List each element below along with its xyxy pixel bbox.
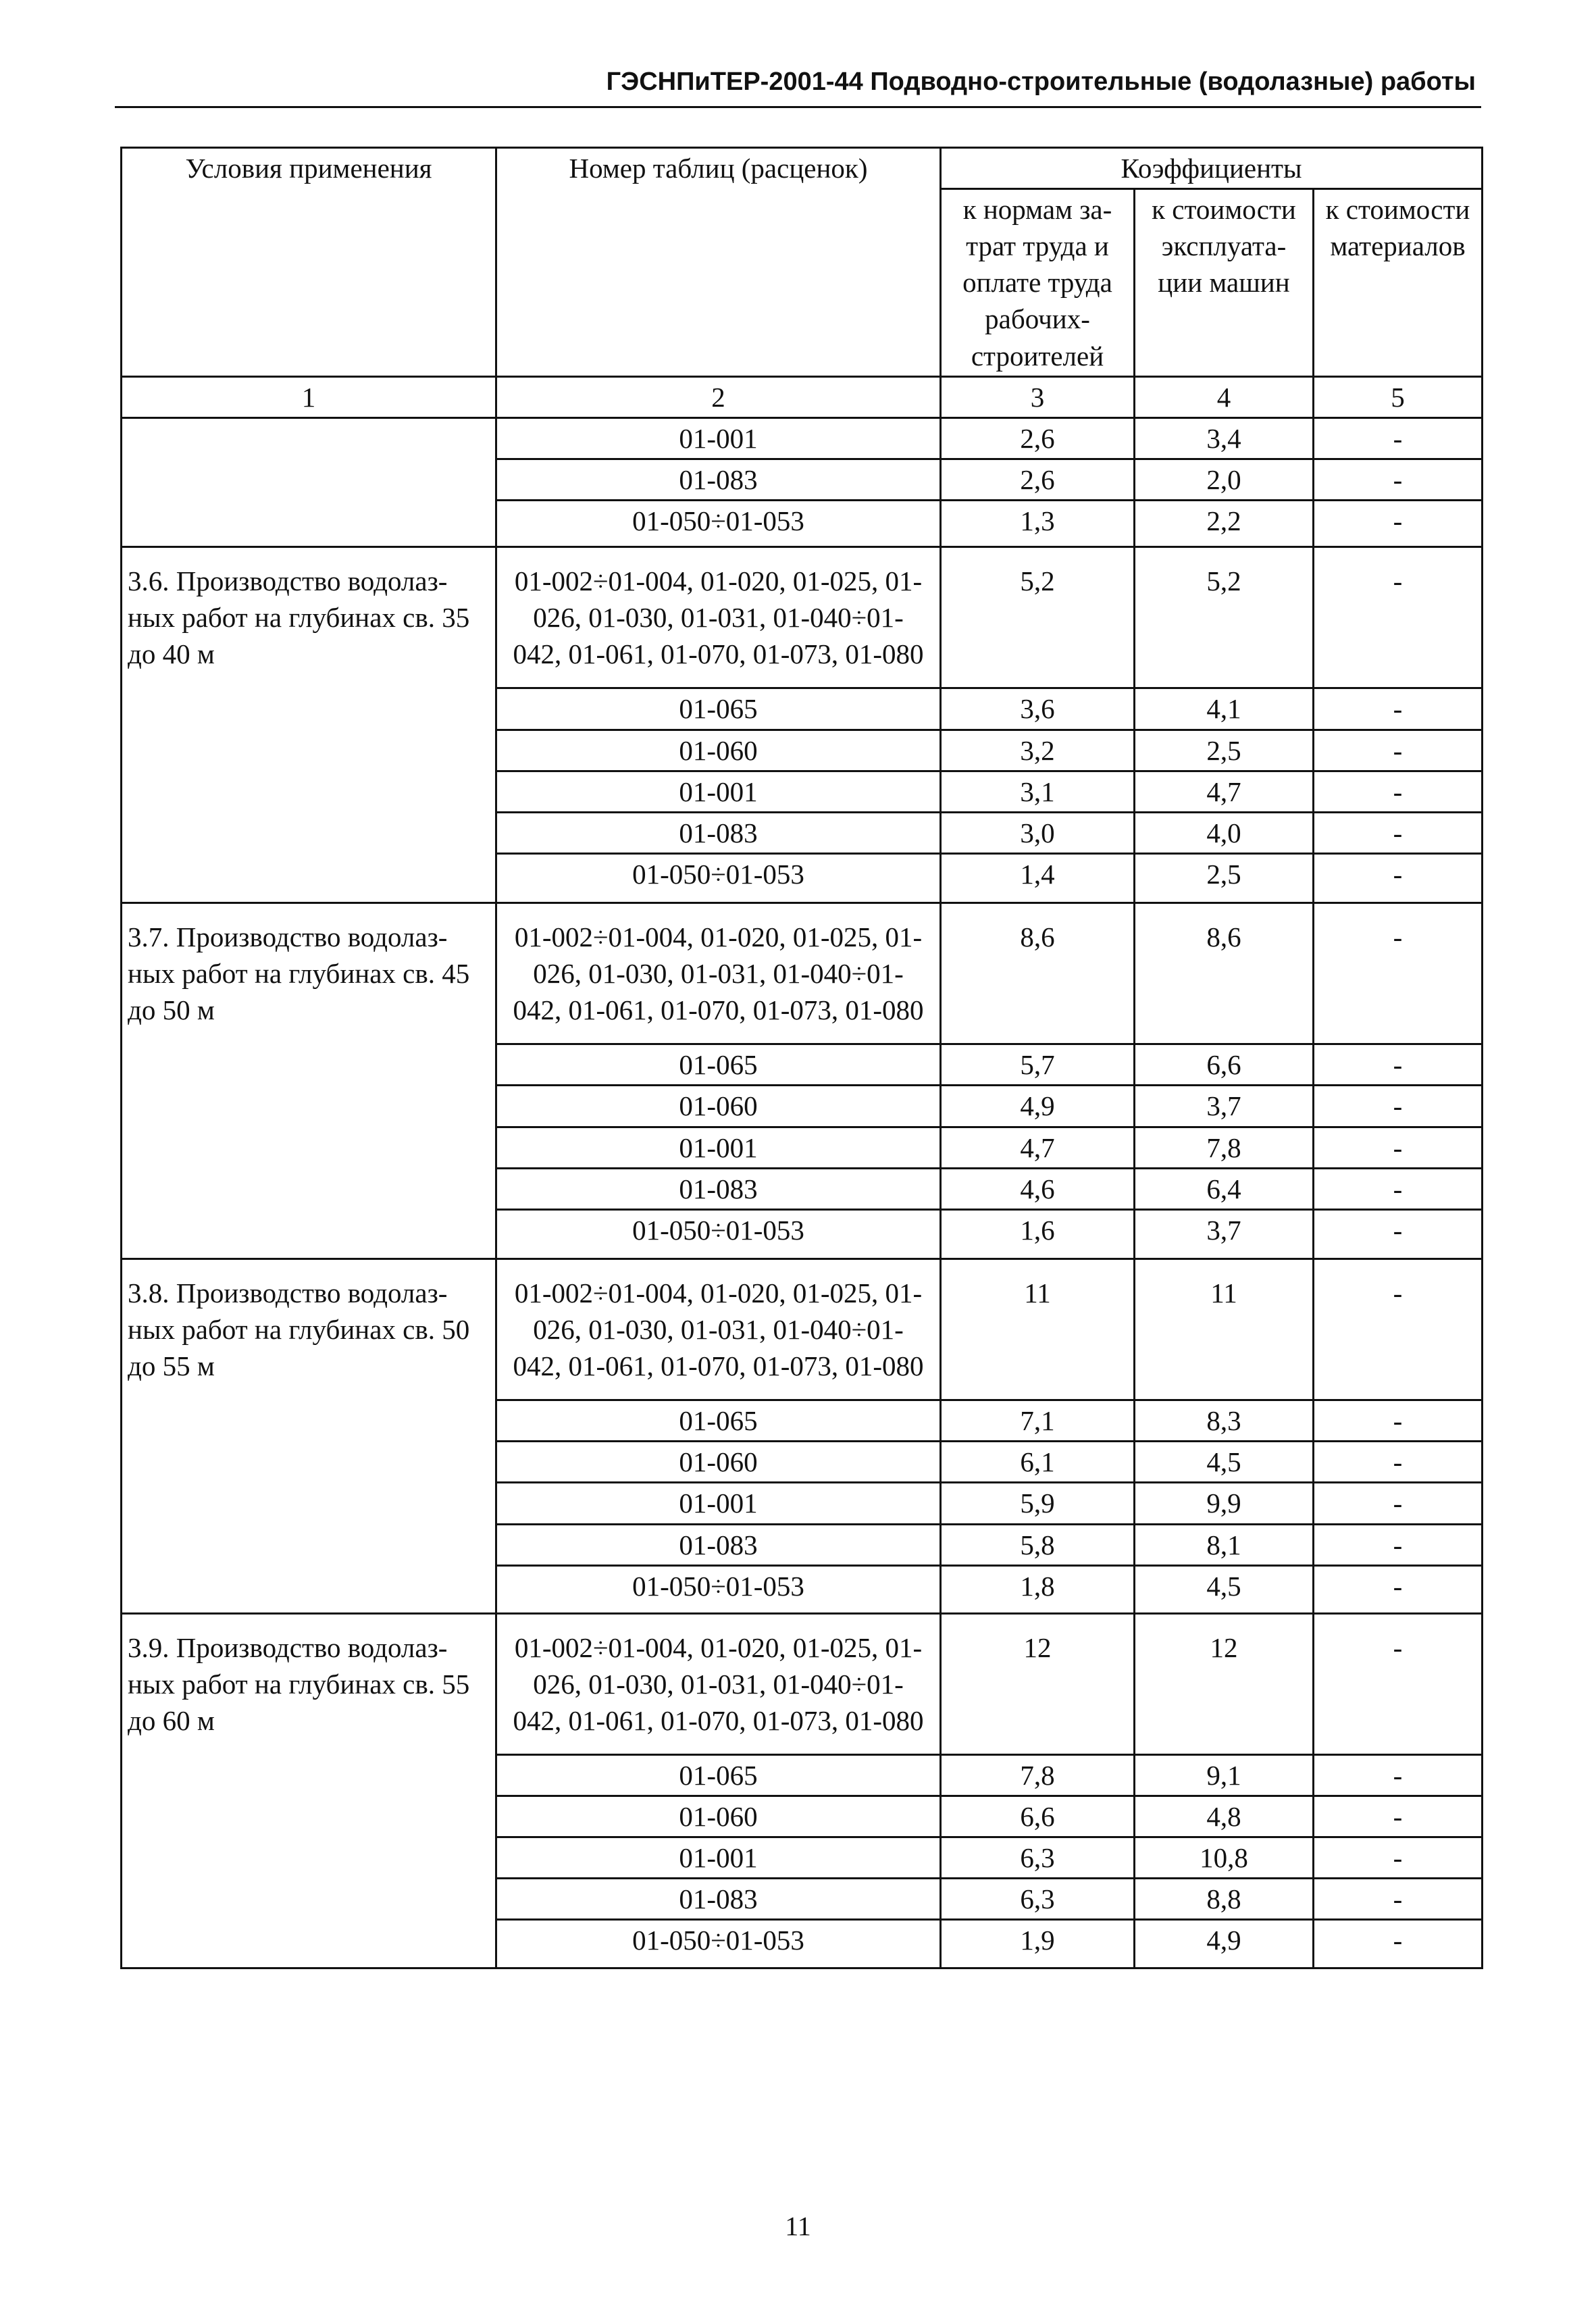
table-row [122,417,1483,459]
table-numbers-cell: 01-001 [496,1127,941,1168]
table-numbers-cell: 01-050÷01-053 [496,500,941,547]
machines-coefficient-cell: 7,8 [1135,1127,1314,1168]
table-body [122,417,1483,1968]
table-header [122,148,1483,418]
column-number: 5 [1314,376,1483,417]
materials-coefficient-cell: - [1314,1524,1483,1565]
materials-coefficient-cell: - [1314,1879,1483,1920]
materials-coefficient-cell: - [1314,459,1483,500]
table-row [122,903,1483,1044]
table-numbers-cell: 01-050÷01-053 [496,1565,941,1613]
labor-coefficient-cell: 11 [941,1259,1135,1400]
labor-coefficient-cell: 4,7 [941,1127,1135,1168]
table-numbers-cell: 01-050÷01-053 [496,1209,941,1259]
column-number: 1 [122,376,496,417]
table-numbers-cell: 01-083 [496,459,941,500]
machines-coefficient-cell: 11 [1135,1259,1314,1400]
table-numbers-cell: 01-002÷01-004, 01-020, 01-025, 01-026, 01-030, 01-031, 01-040÷01-042, 01-061, 01-070, 01-073, 01-080 [496,903,941,1044]
labor-coefficient-cell: 2,6 [941,417,1135,459]
labor-coefficient-cell: 1,3 [941,500,1135,547]
table-numbers-cell: 01-065 [496,1044,941,1086]
materials-coefficient-cell: - [1314,1044,1483,1086]
coefficients-table [120,147,1483,1969]
labor-coefficient-cell: 5,8 [941,1524,1135,1565]
materials-coefficient-cell: - [1314,1837,1483,1879]
labor-coefficient-cell: 1,4 [941,853,1135,903]
table-row [122,1259,1483,1400]
table-numbers-cell: 01-060 [496,730,941,771]
table-numbers-cell: 01-002÷01-004, 01-020, 01-025, 01-026, 01-030, 01-031, 01-040÷01-042, 01-061, 01-070, 01-073, 01-080 [496,547,941,688]
labor-coefficient-cell: 1,8 [941,1565,1135,1613]
materials-coefficient-cell: - [1314,771,1483,812]
materials-coefficient-cell: - [1314,1796,1483,1837]
labor-coefficient-cell: 6,1 [941,1442,1135,1483]
machines-coefficient-cell: 4,5 [1135,1442,1314,1483]
materials-coefficient-cell: - [1314,812,1483,853]
header-machines: к стоимости эксплуата-ции машин [1135,189,1314,377]
table-numbers-cell: 01-050÷01-053 [496,853,941,903]
table-numbers-cell: 01-060 [496,1442,941,1483]
materials-coefficient-cell: - [1314,730,1483,771]
table-numbers-cell: 01-065 [496,688,941,730]
table-numbers-cell: 01-001 [496,1837,941,1879]
materials-coefficient-cell: - [1314,417,1483,459]
machines-coefficient-cell: 2,2 [1135,500,1314,547]
machines-coefficient-cell: 10,8 [1135,1837,1314,1879]
page-number: 11 [785,2211,811,2241]
machines-coefficient-cell: 4,1 [1135,688,1314,730]
table-row [122,1613,1483,1754]
labor-coefficient-cell: 3,6 [941,688,1135,730]
header-rule [115,106,1481,108]
machines-coefficient-cell: 8,6 [1135,903,1314,1044]
table-numbers-cell: 01-065 [496,1755,941,1796]
document-header-title: ГЭСНПиТЕР-2001-44 Подводно-строительные (водолазные) работы [606,68,1476,96]
machines-coefficient-cell: 3,7 [1135,1086,1314,1127]
header-coefficients: Коэффициенты [941,148,1483,189]
machines-coefficient-cell: 9,9 [1135,1483,1314,1524]
table-numbers-cell: 01-050÷01-053 [496,1920,941,1968]
materials-coefficient-cell: - [1314,1442,1483,1483]
materials-coefficient-cell: - [1314,903,1483,1044]
table-row [122,547,1483,688]
machines-coefficient-cell: 2,5 [1135,853,1314,903]
table-numbers-cell: 01-060 [496,1086,941,1127]
machines-coefficient-cell: 9,1 [1135,1755,1314,1796]
table-numbers-cell: 01-002÷01-004, 01-020, 01-025, 01-026, 01-030, 01-031, 01-040÷01-042, 01-061, 01-070, 01-073, 01-080 [496,1613,941,1754]
machines-coefficient-cell: 4,5 [1135,1565,1314,1613]
labor-coefficient-cell: 7,1 [941,1400,1135,1442]
table-numbers-cell: 01-083 [496,1879,941,1920]
labor-coefficient-cell: 3,1 [941,771,1135,812]
machines-coefficient-cell: 2,0 [1135,459,1314,500]
condition-cell: 3.9. Производство водолаз-ных работ на глубинах св. 55 до 60 м [122,1613,496,1968]
machines-coefficient-cell: 4,9 [1135,1920,1314,1968]
materials-coefficient-cell: - [1314,1613,1483,1754]
machines-coefficient-cell: 4,8 [1135,1796,1314,1837]
materials-coefficient-cell: - [1314,1920,1483,1968]
table-numbers-cell: 01-083 [496,812,941,853]
labor-coefficient-cell: 5,9 [941,1483,1135,1524]
labor-coefficient-cell: 3,2 [941,730,1135,771]
labor-coefficient-cell: 4,9 [941,1086,1135,1127]
machines-coefficient-cell: 8,8 [1135,1879,1314,1920]
materials-coefficient-cell: - [1314,1400,1483,1442]
materials-coefficient-cell: - [1314,1259,1483,1400]
machines-coefficient-cell: 4,7 [1135,771,1314,812]
table-numbers-cell: 01-001 [496,417,941,459]
table-numbers-cell: 01-083 [496,1524,941,1565]
labor-coefficient-cell: 5,2 [941,547,1135,688]
materials-coefficient-cell: - [1314,1127,1483,1168]
table-numbers-cell: 01-065 [496,1400,941,1442]
header-materials: к стоимости материалов [1314,189,1483,377]
materials-coefficient-cell: - [1314,547,1483,688]
labor-coefficient-cell: 12 [941,1613,1135,1754]
materials-coefficient-cell: - [1314,1565,1483,1613]
labor-coefficient-cell: 1,6 [941,1209,1135,1259]
machines-coefficient-cell: 5,2 [1135,547,1314,688]
condition-cell: 3.8. Производство водолаз-ных работ на глубинах св. 50 до 55 м [122,1259,496,1613]
materials-coefficient-cell: - [1314,1483,1483,1524]
column-number: 4 [1135,376,1314,417]
materials-coefficient-cell: - [1314,688,1483,730]
labor-coefficient-cell: 6,6 [941,1796,1135,1837]
condition-cell [122,417,496,547]
condition-cell: 3.7. Производство водолаз-ных работ на глубинах св. 45 до 50 м [122,903,496,1259]
labor-coefficient-cell: 6,3 [941,1837,1135,1879]
materials-coefficient-cell: - [1314,1168,1483,1209]
machines-coefficient-cell: 12 [1135,1613,1314,1754]
labor-coefficient-cell: 4,6 [941,1168,1135,1209]
machines-coefficient-cell: 3,7 [1135,1209,1314,1259]
machines-coefficient-cell: 4,0 [1135,812,1314,853]
column-numbers-row [122,376,1483,417]
labor-coefficient-cell: 8,6 [941,903,1135,1044]
condition-cell: 3.6. Производство водолаз-ных работ на глубинах св. 35 до 40 м [122,547,496,903]
column-number: 3 [941,376,1135,417]
table-numbers-cell: 01-002÷01-004, 01-020, 01-025, 01-026, 01-030, 01-031, 01-040÷01-042, 01-061, 01-070, 01-073, 01-080 [496,1259,941,1400]
header-labor: к нормам за-трат труда и оплате труда рабочих-строителей [941,189,1135,377]
table-numbers-cell: 01-001 [496,1483,941,1524]
machines-coefficient-cell: 6,6 [1135,1044,1314,1086]
labor-coefficient-cell: 2,6 [941,459,1135,500]
labor-coefficient-cell: 7,8 [941,1755,1135,1796]
materials-coefficient-cell: - [1314,1209,1483,1259]
labor-coefficient-cell: 5,7 [941,1044,1135,1086]
materials-coefficient-cell: - [1314,1755,1483,1796]
materials-coefficient-cell: - [1314,500,1483,547]
labor-coefficient-cell: 1,9 [941,1920,1135,1968]
machines-coefficient-cell: 6,4 [1135,1168,1314,1209]
column-number: 2 [496,376,941,417]
table-numbers-cell: 01-060 [496,1796,941,1837]
header-conditions: Условия применения [122,148,496,377]
materials-coefficient-cell: - [1314,1086,1483,1127]
labor-coefficient-cell: 6,3 [941,1879,1135,1920]
machines-coefficient-cell: 2,5 [1135,730,1314,771]
materials-coefficient-cell: - [1314,853,1483,903]
table-numbers-cell: 01-001 [496,771,941,812]
header-table-numbers: Номер таблиц (расценок) [496,148,941,377]
machines-coefficient-cell: 8,1 [1135,1524,1314,1565]
machines-coefficient-cell: 8,3 [1135,1400,1314,1442]
table-numbers-cell: 01-083 [496,1168,941,1209]
machines-coefficient-cell: 3,4 [1135,417,1314,459]
labor-coefficient-cell: 3,0 [941,812,1135,853]
